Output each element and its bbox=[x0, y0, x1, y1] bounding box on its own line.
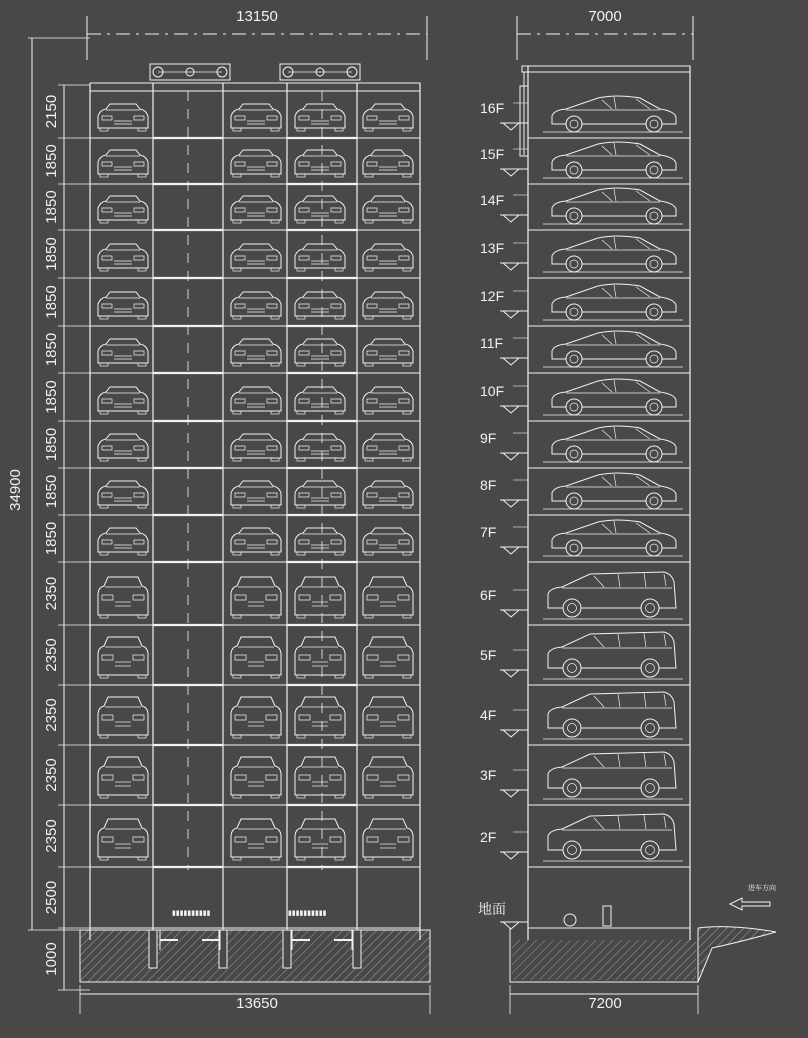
front-car-12-3 bbox=[295, 637, 345, 678]
front-car-9-2 bbox=[231, 481, 281, 508]
side-car-6 bbox=[552, 331, 676, 367]
gate-note-left: ▮▮▮▮▮▮▮▮▮▮ bbox=[172, 909, 211, 917]
front-car-12-2 bbox=[231, 637, 281, 678]
front-car-2-4 bbox=[363, 150, 413, 177]
front-elevation bbox=[28, 16, 430, 1014]
storey-height-2: 1850 bbox=[43, 144, 60, 178]
gate-note-right: ▮▮▮▮▮▮▮▮▮▮ bbox=[288, 909, 327, 917]
storey-height-10: 1850 bbox=[43, 521, 60, 556]
storey-height-12: 2350 bbox=[43, 638, 60, 672]
entry-arrow bbox=[730, 898, 770, 910]
floor-marker-15F bbox=[500, 169, 528, 176]
side-car-9 bbox=[552, 473, 676, 509]
side-width-bottom-label: 7200 bbox=[588, 995, 622, 1012]
front-car-5-4 bbox=[363, 292, 413, 319]
front-car-11-2 bbox=[231, 577, 281, 618]
storey-height-9: 1850 bbox=[43, 474, 60, 509]
floor-label-14F: 14F bbox=[480, 192, 505, 208]
floor-marker-13F bbox=[500, 263, 528, 270]
front-car-4-1 bbox=[98, 244, 148, 271]
storey-height-11: 2350 bbox=[43, 576, 60, 611]
front-car-7-3 bbox=[295, 387, 345, 414]
floor-label-9F: 9F bbox=[480, 430, 497, 446]
side-car-15 bbox=[548, 814, 676, 859]
front-car-1-4 bbox=[363, 104, 413, 131]
floor-marker-12F bbox=[500, 311, 528, 318]
front-car-13-3 bbox=[295, 697, 345, 738]
side-car-8 bbox=[552, 426, 676, 462]
front-car-1-2 bbox=[231, 104, 281, 131]
side-car-5 bbox=[552, 284, 676, 320]
front-car-13-2 bbox=[231, 697, 281, 738]
side-car-4 bbox=[552, 236, 676, 272]
floor-label-11F: 11F bbox=[480, 335, 504, 351]
front-car-1-1 bbox=[98, 104, 148, 131]
side-car-3 bbox=[552, 188, 676, 224]
floor-marker-9F bbox=[500, 453, 528, 460]
side-car-2 bbox=[552, 142, 676, 178]
front-pit-1 bbox=[149, 930, 157, 968]
front-car-1-3 bbox=[295, 104, 345, 131]
entry-ramp bbox=[698, 927, 776, 982]
floor-label-7F: 7F bbox=[480, 524, 497, 540]
front-car-2-2 bbox=[231, 150, 281, 177]
front-car-4-2 bbox=[231, 244, 281, 271]
front-foundation bbox=[80, 930, 430, 982]
front-car-11-3 bbox=[295, 577, 345, 618]
storey-height-7: 1850 bbox=[43, 380, 60, 414]
front-car-5-2 bbox=[231, 292, 281, 319]
front-car-10-3 bbox=[295, 528, 345, 555]
front-car-7-4 bbox=[363, 387, 413, 414]
storey-height-6: 1850 bbox=[43, 332, 60, 367]
front-car-11-1 bbox=[98, 577, 148, 618]
ground-level-marker bbox=[500, 922, 528, 929]
side-pit-hatch bbox=[512, 940, 696, 980]
floor-label-10F: 10F bbox=[480, 383, 505, 399]
floor-marker-7F bbox=[500, 547, 528, 554]
floor-label-13F: 13F bbox=[480, 240, 505, 256]
front-car-14-1 bbox=[98, 757, 148, 798]
floor-marker-3F bbox=[500, 790, 528, 797]
front-car-14-2 bbox=[231, 757, 281, 798]
front-car-15-2 bbox=[231, 819, 281, 860]
storey-height-15: 2350 bbox=[43, 819, 60, 853]
storey-height-14: 2350 bbox=[43, 758, 60, 792]
floor-marker-5F bbox=[500, 670, 528, 677]
side-width-top-label: 7000 bbox=[588, 8, 622, 25]
floor-label-6F: 6F bbox=[480, 587, 497, 603]
front-car-14-3 bbox=[295, 757, 345, 798]
front-car-12-4 bbox=[363, 637, 413, 678]
front-width-top-label: 13150 bbox=[236, 8, 278, 25]
front-car-8-4 bbox=[363, 434, 413, 461]
front-car-9-3 bbox=[295, 481, 345, 508]
storey-height-17: 1000 bbox=[43, 942, 60, 976]
front-car-10-4 bbox=[363, 528, 413, 555]
front-car-5-3 bbox=[295, 292, 345, 319]
floor-marker-4F bbox=[500, 730, 528, 737]
front-car-9-1 bbox=[98, 481, 148, 508]
side-gate-post bbox=[603, 906, 611, 926]
front-car-14-4 bbox=[363, 757, 413, 798]
floor-marker-11F bbox=[500, 358, 528, 365]
front-car-15-3 bbox=[295, 819, 345, 860]
front-pit-3 bbox=[283, 930, 291, 968]
floor-label-4F: 4F bbox=[480, 707, 497, 723]
front-car-6-1 bbox=[98, 339, 148, 366]
entry-direction-label: 进车方向 bbox=[748, 884, 776, 892]
front-pit-4 bbox=[353, 930, 361, 968]
storey-height-4: 1850 bbox=[43, 237, 60, 271]
front-car-2-1 bbox=[98, 150, 148, 177]
side-car-7 bbox=[552, 379, 676, 415]
side-elevation bbox=[480, 16, 776, 1014]
floor-marker-8F bbox=[500, 500, 528, 507]
front-car-2-3 bbox=[295, 150, 345, 177]
front-car-4-3 bbox=[295, 244, 345, 271]
front-total-height-label: 34900 bbox=[7, 469, 24, 511]
side-car-13 bbox=[548, 692, 676, 737]
storey-height-5: 1850 bbox=[43, 285, 60, 319]
floor-label-16F: 16F bbox=[480, 100, 505, 116]
front-car-6-4 bbox=[363, 339, 413, 366]
front-car-13-1 bbox=[98, 697, 148, 738]
floor-label-15F: 15F bbox=[480, 146, 505, 162]
turntable-motor bbox=[564, 914, 576, 926]
storey-height-16: 2500 bbox=[43, 880, 60, 915]
storey-height-1: 2150 bbox=[43, 94, 60, 129]
floor-label-3F: 3F bbox=[480, 767, 497, 783]
front-car-8-2 bbox=[231, 434, 281, 461]
front-car-10-1 bbox=[98, 528, 148, 555]
front-car-7-2 bbox=[231, 387, 281, 414]
front-car-12-1 bbox=[98, 637, 148, 678]
front-car-8-1 bbox=[98, 434, 148, 461]
front-car-8-3 bbox=[295, 434, 345, 461]
front-car-3-3 bbox=[295, 196, 345, 223]
side-car-1 bbox=[552, 96, 676, 132]
front-car-4-4 bbox=[363, 244, 413, 271]
side-car-11 bbox=[548, 572, 676, 617]
front-car-10-2 bbox=[231, 528, 281, 555]
ground-label: 地面 bbox=[478, 901, 506, 917]
floor-label-5F: 5F bbox=[480, 647, 497, 663]
front-car-7-1 bbox=[98, 387, 148, 414]
front-car-3-4 bbox=[363, 196, 413, 223]
side-car-12 bbox=[548, 632, 676, 677]
front-car-13-4 bbox=[363, 697, 413, 738]
roof-beam bbox=[90, 83, 420, 91]
front-car-6-3 bbox=[295, 339, 345, 366]
floor-marker-2F bbox=[500, 852, 528, 859]
front-car-15-1 bbox=[98, 819, 148, 860]
front-car-5-1 bbox=[98, 292, 148, 319]
storey-height-8: 1850 bbox=[43, 427, 60, 462]
floor-marker-10F bbox=[500, 406, 528, 413]
storey-height-13: 2350 bbox=[43, 698, 60, 732]
floor-marker-14F bbox=[500, 215, 528, 222]
floor-label-12F: 12F bbox=[480, 288, 505, 304]
floor-label-2F: 2F bbox=[480, 829, 497, 845]
front-car-9-4 bbox=[363, 481, 413, 508]
storey-height-3: 1850 bbox=[43, 190, 60, 224]
front-car-6-2 bbox=[231, 339, 281, 366]
front-car-3-2 bbox=[231, 196, 281, 223]
side-car-10 bbox=[552, 520, 676, 556]
hoist-machine-2 bbox=[280, 64, 360, 80]
front-width-bottom-label: 13650 bbox=[236, 995, 278, 1012]
floor-marker-6F bbox=[500, 610, 528, 617]
front-car-3-1 bbox=[98, 196, 148, 223]
front-car-11-4 bbox=[363, 577, 413, 618]
hoist-machine-1 bbox=[150, 64, 230, 80]
front-car-15-4 bbox=[363, 819, 413, 860]
side-roof-beam bbox=[522, 66, 690, 72]
floor-label-8F: 8F bbox=[480, 477, 497, 493]
side-car-14 bbox=[548, 752, 676, 797]
